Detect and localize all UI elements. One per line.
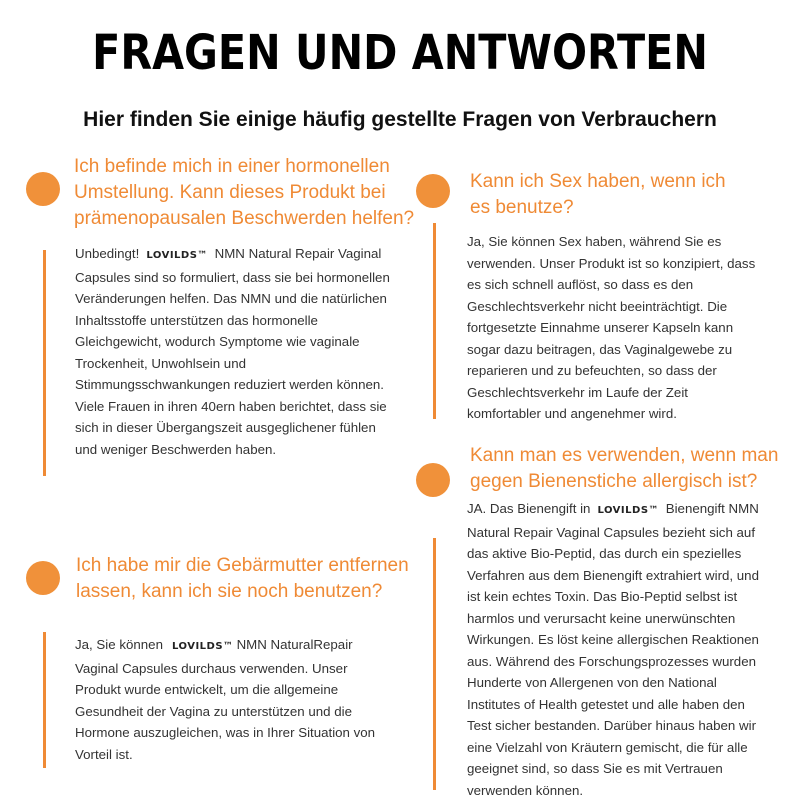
answer-line: NMN NaturalRepair xyxy=(237,637,353,652)
answer-line: Hunderte von Allergenen von den National xyxy=(467,672,759,694)
answer-line: Trockenheit, Unwohlsein und xyxy=(75,353,390,375)
answer-line: Natural Repair Vaginal Capsules bezieht sich auf xyxy=(467,522,759,544)
brand-name: LOVILDS™ xyxy=(143,250,211,261)
faq-question-2: Kann ich Sex haben, wenn ich es benutze? xyxy=(470,169,726,221)
answer-line: Vorteil ist. xyxy=(75,744,375,766)
answer-line: Test sicher bestanden. Darüber hinaus haben wir xyxy=(467,715,759,737)
answer-line: reparieren und zu befeuchten, so dass der xyxy=(467,360,755,382)
answer-line: Stimmungsschwankungen reduziert werden können. xyxy=(75,374,390,396)
faq-divider-3 xyxy=(433,538,436,790)
bullet-dot-icon xyxy=(26,561,60,595)
faq-question-1: Ich befinde mich in einer hormonellen Umstellung. Kann dieses Produkt bei prämenopausalen Beschwerden helfen? xyxy=(74,154,414,232)
faq-answer-1 xyxy=(75,243,390,460)
answer-line: das aktive Bio-Peptid, das durch ein spezielles xyxy=(467,543,759,565)
answer-line: Geschlechtsverkehr im Laufe der Zeit xyxy=(467,382,755,404)
answer-line: Produkt wurde entwickelt, um die allgemeine xyxy=(75,679,375,701)
answer-line: Inhaltsstoffe unterstützen das hormonelle xyxy=(75,310,390,332)
bullet-dot-icon xyxy=(416,174,450,208)
faq-divider-2 xyxy=(433,223,436,419)
bullet-dot-icon xyxy=(26,172,60,206)
answer-line: Verfahren aus dem Bienengift extrahiert wird, und xyxy=(467,565,759,587)
answer-lead: JA. Das Bienengift in xyxy=(467,501,590,516)
answer-line: geeignet sind, so dass Sie es mit Vertrauen xyxy=(467,758,759,780)
answer-line: Ja, Sie können Sex haben, während Sie es xyxy=(467,231,755,253)
answer-line: Wirkungen. Es löst keine allergischen Reaktionen xyxy=(467,629,759,651)
answer-line: sogar dazu beitragen, das Vaginalgewebe zu xyxy=(467,339,755,361)
answer-line: Capsules sind so formuliert, dass sie bei hormonellen xyxy=(75,267,390,289)
answer-line: Gleichgewicht, wodurch Symptome wie vaginale xyxy=(75,331,390,353)
faq-answer-4 xyxy=(75,634,375,765)
answer-line: sich in dieser Übergangszeit ausgeglichener fühlen xyxy=(75,417,390,439)
answer-line: NMN Natural Repair Vaginal xyxy=(211,246,381,261)
answer-line: Bienengift NMN xyxy=(662,501,759,516)
answer-line: fortgesetzte Einnahme unserer Kapseln kann xyxy=(467,317,755,339)
answer-lead: Unbedingt! xyxy=(75,246,139,261)
faq-divider-4 xyxy=(43,632,46,768)
answer-line: und weniger Beschwerden haben. xyxy=(75,439,390,461)
faq-divider-1 xyxy=(43,250,46,476)
answer-line: Gesundheit der Vagina zu unterstützen und die xyxy=(75,701,375,723)
page-title: FRAGEN UND ANTWORTEN xyxy=(56,22,744,84)
answer-line: Vaginal Capsules durchaus verwenden. Unser xyxy=(75,658,375,680)
answer-line: Viele Frauen in ihren 40ern haben berichtet, dass sie xyxy=(75,396,390,418)
faq-question-4: Ich habe mir die Gebärmutter entfernen lassen, kann ich sie noch benutzen? xyxy=(76,553,409,605)
faq-answer-2 xyxy=(467,231,755,425)
answer-line: Geschlechtsverkehr nicht beeinträchtigt. Die xyxy=(467,296,755,318)
faq-answer-3 xyxy=(467,498,759,801)
answer-line: verwenden. Unser Produkt ist so konzipiert, dass xyxy=(467,253,755,275)
answer-line: es sich schnell auflöst, so dass es den xyxy=(467,274,755,296)
answer-line: komfortabler und angenehmer wird. xyxy=(467,403,755,425)
answer-line: eine Vielzahl von Kräutern gemischt, die für alle xyxy=(467,737,759,759)
answer-line: harmlos und verursacht keine unerwünschten xyxy=(467,608,759,630)
page-subtitle: Hier finden Sie einige häufig gestellte Fragen von Verbrauchern xyxy=(0,108,800,132)
bullet-dot-icon xyxy=(416,463,450,497)
brand-name: LOVILDS™ xyxy=(594,505,662,516)
answer-line: aus. Während des Forschungsprozesses wurden xyxy=(467,651,759,673)
answer-line: verwenden können. xyxy=(467,780,759,801)
answer-line: ist kein echtes Toxin. Das Bio-Peptid selbst ist xyxy=(467,586,759,608)
brand-name: LOVILDS™ xyxy=(169,641,237,652)
answer-line: Hormone auszugleichen, was in Ihrer Situation von xyxy=(75,722,375,744)
faq-question-3: Kann man es verwenden, wenn man gegen Bienenstiche allergisch ist? xyxy=(470,443,778,495)
answer-line: Veränderungen helfen. Das NMN und die natürlichen xyxy=(75,288,390,310)
answer-lead: Ja, Sie können xyxy=(75,637,163,652)
answer-line: Institutes of Health getestet und alle haben den xyxy=(467,694,759,716)
